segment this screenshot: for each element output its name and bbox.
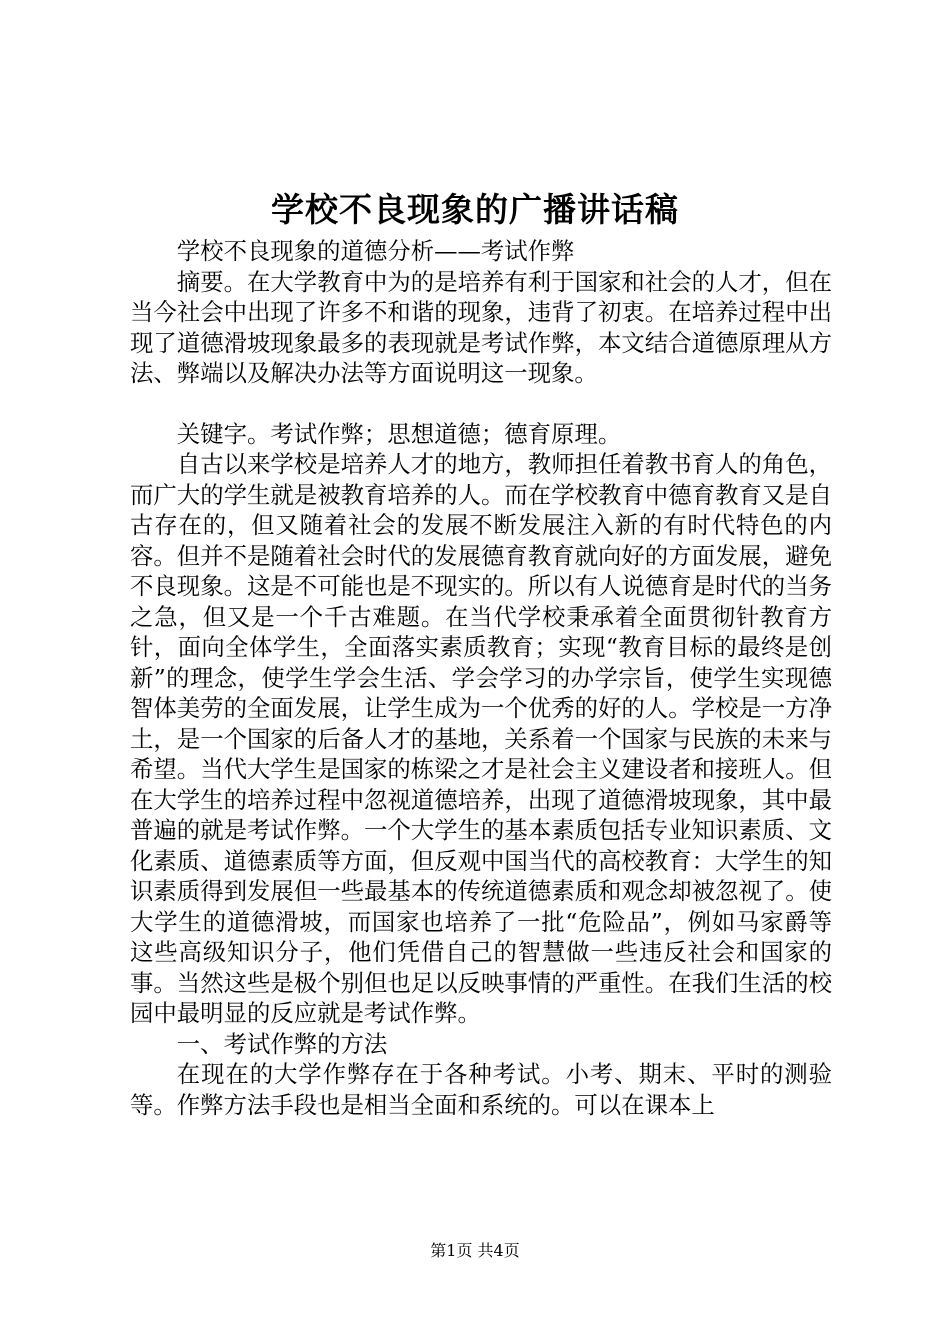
- paragraph-abstract: 摘要。在大学教育中为的是培养有利于国家和社会的人才，但在当今社会中出现了许多不和谐的现象，违背了初衷。在培养过程中出现了道德滑坡现象最多的表现就是考试作弊，本文结合道德原理从方法、弊端以及解决办法等方面说明这一现象。: [130, 267, 832, 387]
- paragraph-subtitle: 学校不良现象的道德分析——考试作弊: [176, 237, 575, 265]
- paragraph-keywords: 关键字。考试作弊；思想道德；德育原理。: [176, 419, 622, 448]
- document-title: 学校不良现象的广播讲话稿: [271, 190, 679, 229]
- paragraph-methods: 在现在的大学作弊存在于各种考试。小考、期末、平时的测验等。作弊方法手段也是相当全面和系统的。可以在课本上: [130, 1060, 832, 1119]
- page-footer: 第1页 共4页: [430, 1241, 520, 1260]
- paragraph-intro: 自古以来学校是培养人才的地方，教师担任着教书育人的角色，而广大的学生就是被教育培养的人。而在学校教育中德育教育又是自古存在的，但又随着社会的发展不断发展注入新的有时代特色的内容。但并不是随着社会时代的发展德育教育就向好的方面发展，避免不良现象。这是不可能也是不现实的。所以有人说德育是时代的当务之急，但又是一个千古难题。在当代学校秉承着全面贯彻针教育方针，面向全体学生，全面落实素质教育；实现“教育目标的最终是创新”的理念，使学生学会生活、学会学习的办学宗旨，使学生实现德智体美劳的全面发展，让学生成为一个优秀的好的人。学校是一方净土，是一个国家的后备人才的基地，关系着一个国家与民族的未来与希望。当代大学生是国家的栋梁之才是社会主义建设者和接班人。但在大学生的培养过程中忽视道德培养，出现了道德滑坡现象，其中最普遍的就是考试作弊。一个大学生的基本素质包括专业知识素质、文化素质、道德素质等方面，但反观中国当代的高校教育：大学生的知识素质得到发展但一些最基本的传统道德素质和观念却被忽视了。使大学生的道德滑坡，而国家也培养了一批“危险品”，例如马家爵等这些高级知识分子，他们凭借自己的智慧做一些违反社会和国家的事。当然这些是极个别但也足以反映事情的严重性。在我们生活的校园中最明显的反应就是考试作弊。: [130, 450, 832, 1027]
- section-heading: 一、考试作弊的方法: [176, 1029, 388, 1058]
- document-body: [130, 236, 832, 1120]
